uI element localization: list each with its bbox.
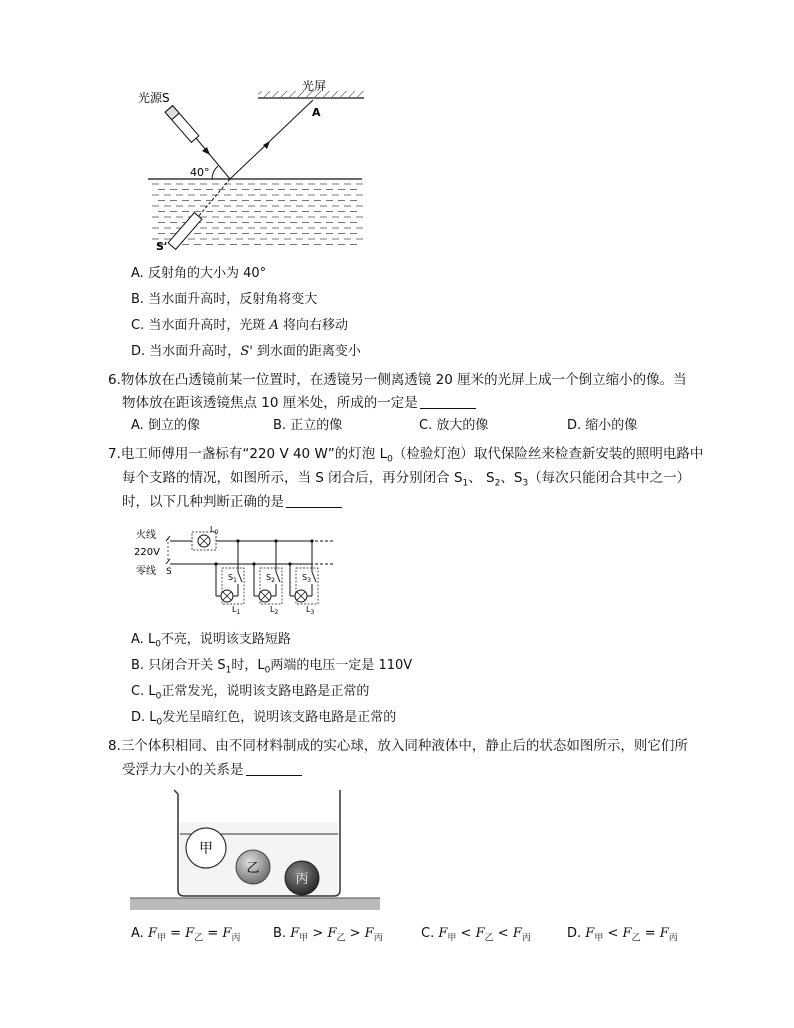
q5-option-a[interactable]: [131, 264, 266, 284]
reflected-ray: [230, 100, 313, 179]
answer-blank[interactable]: [420, 394, 476, 409]
force-symbol: F: [585, 926, 595, 941]
force-subscript: 乙: [336, 933, 346, 944]
branch-switch[interactable]: [276, 572, 280, 582]
relation-op: =: [170, 926, 182, 941]
force-subscript: 丙: [231, 933, 241, 944]
force-subscript: 乙: [484, 933, 494, 944]
option-text: 当水面升高时，光斑: [148, 318, 270, 333]
q6-option-b[interactable]: B. 正立的像: [273, 418, 343, 433]
force-subscript: 甲: [447, 933, 457, 944]
q7-option-a[interactable]: A. $L_0$不亮，说明该支路短路: [131, 632, 291, 650]
option-text: 缩小的像: [585, 418, 638, 433]
branch-switch[interactable]: [238, 572, 242, 582]
option-text: 两端的电压一定是 110V: [270, 658, 413, 673]
q8-stem-line1: [108, 736, 688, 756]
option-key: A.: [131, 266, 144, 281]
force-symbol: F: [327, 926, 337, 941]
table-surface: [130, 898, 380, 910]
relation-op: <: [497, 926, 509, 941]
force-symbol: F: [622, 926, 632, 941]
force-symbol: F: [364, 926, 374, 941]
option-text: 正立的像: [290, 418, 343, 433]
q8-option-d[interactable]: [567, 924, 678, 949]
option-key: C.: [421, 926, 435, 941]
force-symbol: F: [222, 926, 232, 941]
image-source: [168, 213, 202, 250]
q5-option-d[interactable]: [131, 342, 361, 362]
main-switch-label: S: [166, 567, 172, 577]
q6-option-a[interactable]: A. 倒立的像: [131, 418, 200, 433]
live-wire-label: 火线: [136, 530, 156, 541]
lamp-label: $L_3$: [306, 605, 315, 616]
q6-stem-line2: [122, 393, 476, 413]
point-a-label: A: [312, 106, 321, 119]
ball-bing-label: 丙: [295, 872, 309, 887]
question-text: 三个体积相同、由不同材料制成的实心球，放入同种液体中，静止后的状态如图所示，则它们所: [120, 738, 688, 754]
q7-option-d[interactable]: D. $L_0$发光呈暗红色，说明该支路电路是正常的: [131, 710, 397, 728]
q7-option-b[interactable]: B. 只闭合开关 $S_1$时，$L_0$两端的电压一定是 110V: [131, 658, 413, 676]
voltage-label: 220V: [134, 547, 160, 558]
ball-jia-label: 甲: [199, 841, 213, 857]
option-text: 正常发光，说明该支路电路是正常的: [161, 684, 370, 699]
switch-label: $S_3$: [302, 573, 311, 584]
relation-op: >: [349, 926, 361, 941]
option-text: 倒立的像: [147, 418, 200, 433]
q7-stem-line1: 7.电工师傅用一盏标有“220 V 40 W”的灯泡 $L_0$（检验灯泡）取代保险丝来检查新安装的照明电路中: [108, 446, 704, 465]
question-number: 8.: [108, 738, 121, 754]
q8-option-b[interactable]: [273, 924, 383, 949]
reflected-arrow: [263, 141, 270, 149]
option-key: A.: [131, 926, 144, 941]
lamp-label: $L_2$: [270, 605, 279, 616]
force-subscript: 甲: [594, 933, 604, 944]
option-text: 发光呈暗红色，说明该支路电路是正常的: [162, 710, 397, 725]
force-subscript: 乙: [631, 933, 641, 944]
option-key: C.: [131, 318, 145, 333]
option-text: 当水面升高时，反射角将变大: [148, 292, 318, 307]
image-label: S': [156, 240, 168, 253]
light-source: [165, 106, 199, 143]
force-subscript: 丙: [668, 933, 678, 944]
angle-label: 40°: [190, 166, 210, 179]
q5-option-c[interactable]: [131, 316, 348, 336]
q7-stem-line2: 每个支路的情况，如图所示，当 S 闭合后，再分别闭合 $S_1$、 $S_2$、$S_3$（每次只能闭合其中之一）: [122, 470, 691, 489]
force-symbol: F: [438, 926, 448, 941]
q5-option-b[interactable]: [131, 290, 317, 310]
option-key: D.: [131, 344, 146, 359]
option-text: 当水面升高时，: [149, 344, 241, 359]
option-text: 不亮，说明该支路短路: [160, 632, 291, 647]
angle-arc: [212, 166, 218, 179]
question-number: 6.: [108, 372, 121, 388]
question-text: 物体放在距该透镜焦点 10 厘米处，所成的一定是: [122, 395, 418, 411]
option-key: D.: [567, 926, 582, 941]
q6-stem-line1: [108, 370, 687, 390]
relation-op: >: [312, 926, 324, 941]
force-symbol: F: [512, 926, 522, 941]
force-symbol: F: [475, 926, 485, 941]
answer-blank[interactable]: [286, 493, 342, 508]
l0-label: $L_0$: [210, 525, 219, 536]
relation-op: =: [644, 926, 656, 941]
relation-op: <: [607, 926, 619, 941]
q8-option-a[interactable]: [131, 924, 240, 949]
force-subscript: 乙: [194, 933, 204, 944]
question-text: 物体放在凸透镜前某一位置时，在透镜另一侧离透镜 20 厘米的光屏上成一个倒立缩小的像。当: [120, 372, 687, 388]
force-symbol: F: [659, 926, 669, 941]
screen-label: 光屏: [302, 79, 327, 93]
source-label: 光源S: [138, 91, 170, 105]
branch-switch[interactable]: [312, 572, 316, 582]
q8-option-c[interactable]: [421, 924, 531, 949]
q6-option-d[interactable]: D. 缩小的像: [567, 418, 638, 433]
ball-yi-label: 乙: [246, 861, 260, 876]
lamp-label: $L_1$: [232, 605, 241, 616]
relation-op: =: [207, 926, 219, 941]
q7-stem-line3: 时，以下几种判断正确的是: [122, 492, 342, 512]
question-text: 受浮力大小的关系是: [122, 762, 244, 778]
option-key: B.: [131, 292, 145, 307]
beaker-figure: [130, 784, 380, 914]
option-var: S': [240, 344, 253, 359]
question-number: 7.: [108, 446, 121, 462]
option-text: 将向右移动: [278, 318, 349, 333]
force-subscript: 甲: [156, 933, 166, 944]
q8-stem-line2: [122, 760, 302, 780]
force-subscript: 丙: [373, 933, 383, 944]
force-symbol: F: [185, 926, 195, 941]
incident-arrow: [202, 147, 210, 155]
force-symbol: F: [290, 926, 300, 941]
relation-op: <: [460, 926, 472, 941]
force-subscript: 甲: [299, 933, 309, 944]
option-text: 放大的像: [436, 418, 489, 433]
force-symbol: F: [147, 926, 157, 941]
switch-label: $S_2$: [266, 573, 275, 584]
switch-label: $S_1$: [228, 573, 237, 584]
option-text: 反射角的大小为 40°: [147, 266, 267, 281]
option-var: A: [269, 318, 279, 333]
circuit-figure: [130, 524, 340, 616]
neutral-wire-label: 零线: [136, 566, 156, 577]
option-key: B.: [273, 926, 287, 941]
option-text: 到水面的距离变小: [252, 344, 361, 359]
q7-option-c[interactable]: C. $L_0$正常发光，说明该支路电路是正常的: [131, 684, 370, 702]
reflection-figure: [130, 78, 370, 258]
q6-option-c[interactable]: C. 放大的像: [419, 418, 489, 433]
force-subscript: 丙: [521, 933, 531, 944]
answer-blank[interactable]: [246, 761, 302, 776]
